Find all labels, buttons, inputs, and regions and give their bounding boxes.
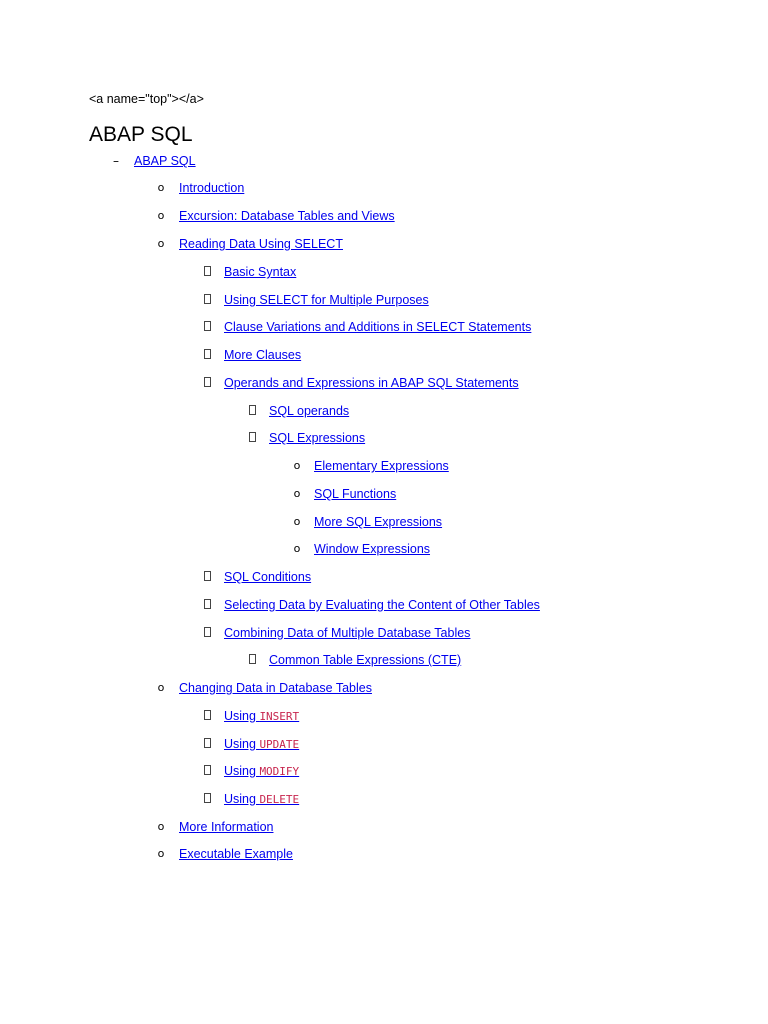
toc-link-excursion[interactable]: Excursion: Database Tables and Views <box>179 209 395 223</box>
link-text: Using <box>224 709 260 723</box>
toc-link-combining-data[interactable]: Combining Data of Multiple Database Tables <box>224 626 471 640</box>
toc-link-window-expressions[interactable]: Window Expressions <box>314 542 431 556</box>
link-text: Using <box>224 764 260 778</box>
circle-bullet-icon: o <box>157 820 165 833</box>
circle-bullet-icon: o <box>293 542 301 555</box>
box-bullet-icon <box>249 432 256 442</box>
box-bullet-icon <box>204 294 211 304</box>
circle-bullet-icon: o <box>157 181 165 194</box>
circle-bullet-icon: o <box>157 237 165 250</box>
toc-link-clause-variations[interactable]: Clause Variations and Additions in SELECT Statements <box>224 320 532 334</box>
toc-link-multiple-purposes[interactable]: Using SELECT for Multiple Purposes <box>224 293 429 307</box>
link-text: Using <box>224 737 260 751</box>
toc-link-reading-data[interactable]: Reading Data Using SELECT <box>179 237 343 251</box>
box-bullet-icon <box>204 321 211 331</box>
toc-link-introduction[interactable]: Introduction <box>179 181 245 195</box>
box-bullet-icon <box>204 627 211 637</box>
circle-bullet-icon: o <box>293 515 301 528</box>
toc-link-sql-operands[interactable]: SQL operands <box>269 404 350 418</box>
box-bullet-icon <box>204 599 211 609</box>
toc-link-sql-functions[interactable]: SQL Functions <box>314 487 397 501</box>
toc-link-using-modify[interactable] <box>224 761 299 782</box>
circle-bullet-icon: o <box>157 209 165 222</box>
toc-link-more-sql-expressions[interactable]: More SQL Expressions <box>314 515 443 529</box>
box-bullet-icon <box>204 765 211 775</box>
toc-link-more-information[interactable]: More Information <box>179 820 274 834</box>
box-bullet-icon <box>204 266 211 276</box>
code-keyword: UPDATE <box>259 738 300 751</box>
toc-link-abap-sql[interactable]: ABAP SQL <box>134 154 196 168</box>
box-bullet-icon <box>204 571 211 581</box>
circle-bullet-icon: o <box>293 459 301 472</box>
toc-link-elementary-expressions[interactable]: Elementary Expressions <box>314 459 449 473</box>
toc-link-changing-data[interactable]: Changing Data in Database Tables <box>179 681 372 695</box>
box-bullet-icon <box>204 793 211 803</box>
link-text: Using <box>224 792 260 806</box>
toc-link-more-clauses[interactable]: More Clauses <box>224 348 302 362</box>
toc-link-cte[interactable]: Common Table Expressions (CTE) <box>269 653 462 667</box>
box-bullet-icon <box>204 349 211 359</box>
box-bullet-icon <box>204 710 211 720</box>
circle-bullet-icon: o <box>293 487 301 500</box>
page-title: ABAP SQL <box>89 123 193 146</box>
toc-link-executable-example[interactable]: Executable Example <box>179 847 293 861</box>
box-bullet-icon <box>204 377 211 387</box>
toc-link-operands-expressions[interactable]: Operands and Expressions in ABAP SQL Statements <box>224 376 519 390</box>
toc-link-sql-conditions[interactable]: SQL Conditions <box>224 570 312 584</box>
toc-link-sql-expressions[interactable]: SQL Expressions <box>269 431 366 445</box>
toc-link-basic-syntax[interactable]: Basic Syntax <box>224 265 297 279</box>
toc-link-selecting-data-other-tables[interactable]: Selecting Data by Evaluating the Content of Other Tables <box>224 598 540 612</box>
code-keyword: DELETE <box>259 793 300 806</box>
toc-link-using-delete[interactable] <box>224 789 299 810</box>
toc-link-using-update[interactable] <box>224 734 299 755</box>
toc-link-using-insert[interactable] <box>224 706 299 727</box>
dash-bullet-icon: – <box>113 154 119 168</box>
anchor-markup-text: <a name="top"></a> <box>89 92 204 106</box>
code-keyword: MODIFY <box>259 765 300 778</box>
circle-bullet-icon: o <box>157 847 165 860</box>
box-bullet-icon <box>249 654 256 664</box>
circle-bullet-icon: o <box>157 681 165 694</box>
box-bullet-icon <box>204 738 211 748</box>
box-bullet-icon <box>249 405 256 415</box>
code-keyword: INSERT <box>259 710 300 723</box>
